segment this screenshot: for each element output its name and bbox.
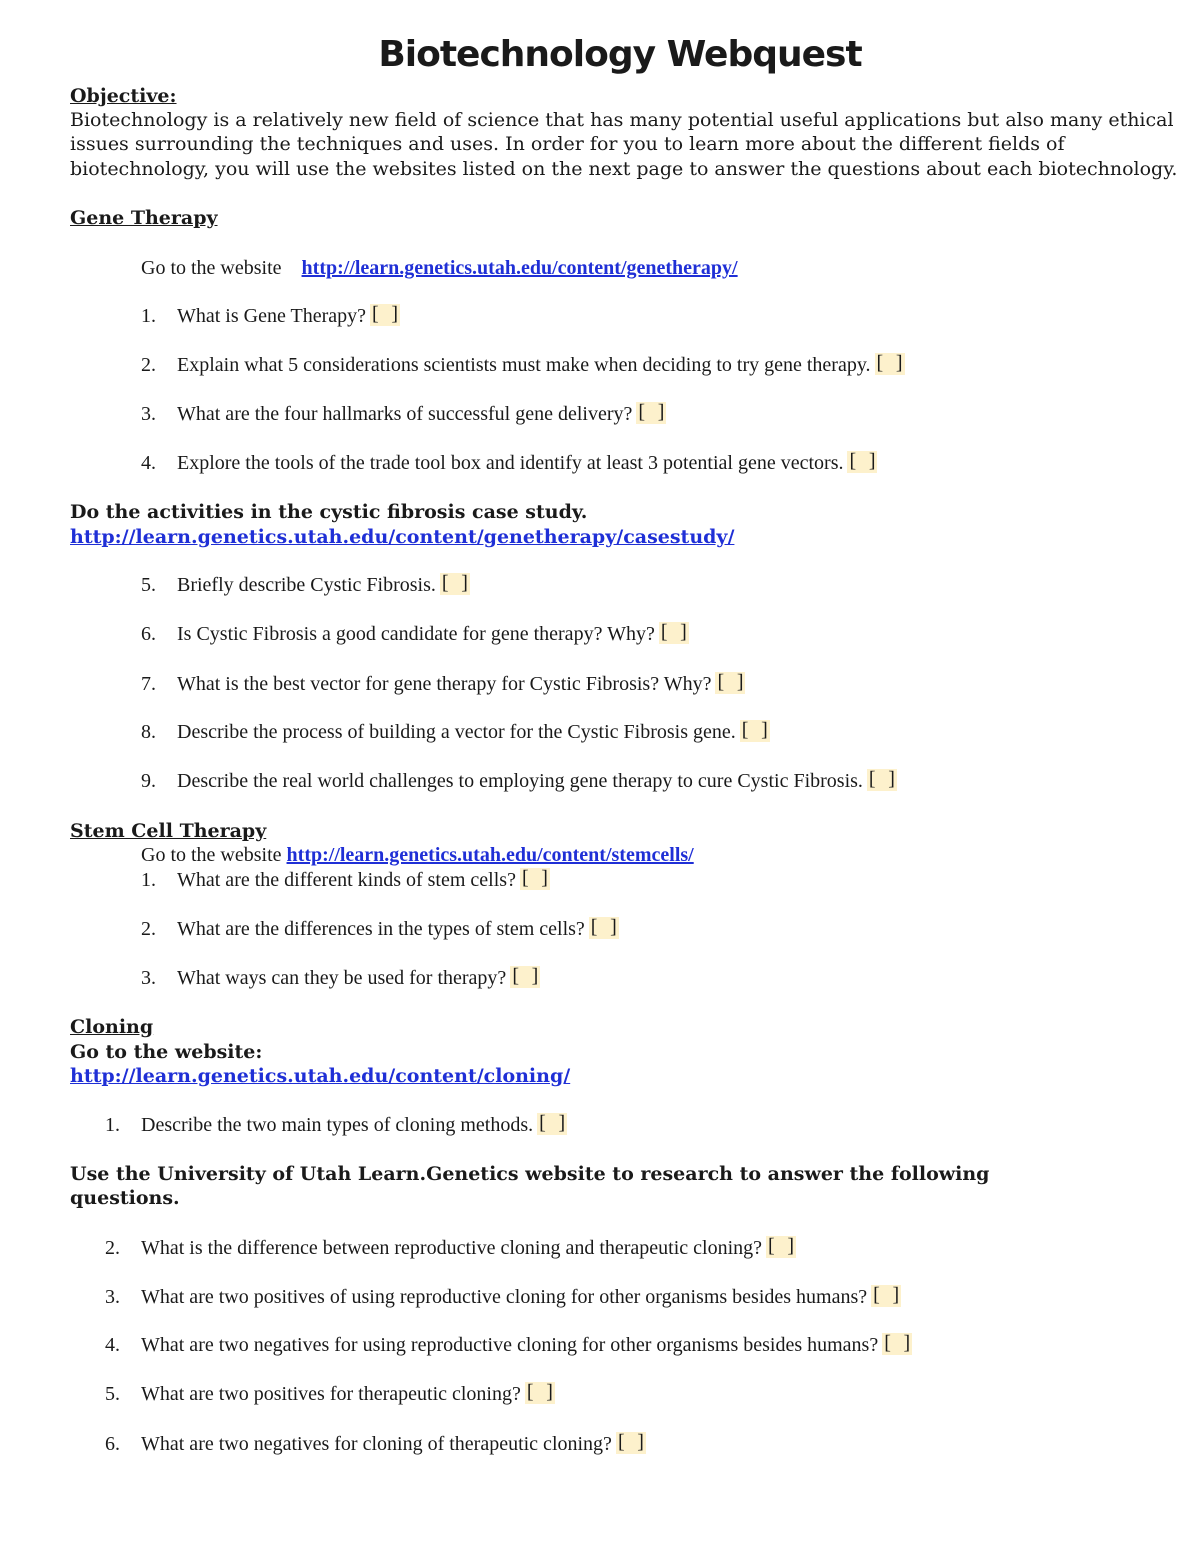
cystic-fibrosis-heading: Do the activities in the cystic fibrosis case study. [70,501,588,523]
question-item [141,672,745,696]
question-number: 5. [105,1383,120,1405]
answer-field[interactable] [882,1333,912,1355]
question-item [141,917,619,941]
question-text: Describe the real world challenges to employing gene therapy to cure Cystic Fibrosis. [177,770,863,792]
answer-field[interactable] [766,1236,796,1258]
question-item [141,573,470,597]
research-instructions-line-2: questions. [70,1187,180,1209]
question-text: What are the differences in the types of stem cells? [177,918,585,940]
cloning-goto: Go to the website: [70,1041,263,1063]
question-number: 2. [105,1237,120,1259]
question-item [105,1382,555,1406]
question-item [105,1236,796,1260]
question-number: 3. [141,967,156,989]
question-item [105,1285,901,1309]
answer-field[interactable] [520,868,550,890]
question-text: What are two negatives for cloning of therapeutic cloning? [141,1433,612,1455]
question-item [105,1113,567,1137]
answer-field[interactable] [510,966,540,988]
stem-cell-goto [141,843,694,867]
cystic-fibrosis-link[interactable]: http://learn.genetics.utah.edu/content/genetherapy/casestudy/ [70,526,735,548]
question-item [141,966,540,990]
question-number: 1. [141,305,156,327]
question-number: 2. [141,918,156,940]
answer-field[interactable] [871,1285,901,1307]
question-number: 4. [105,1334,120,1356]
question-item [141,451,877,475]
answer-field[interactable] [740,720,770,742]
answer-field[interactable] [440,573,470,595]
question-text: Explore the tools of the trade tool box and identify at least 3 potential gene vectors. [177,452,844,474]
cloning-heading: Cloning [70,1016,154,1038]
answer-field[interactable] [847,451,877,473]
question-text: Explain what 5 considerations scientists must make when deciding to try gene therapy. [177,354,871,376]
question-number: 5. [141,574,156,596]
question-number: 6. [105,1433,120,1455]
answer-field[interactable] [715,672,745,694]
question-item [141,304,400,328]
question-text: What are two positives of using reproductive cloning for other organisms besides humans? [141,1286,868,1308]
answer-field[interactable] [589,917,619,939]
question-number: 1. [141,869,156,891]
question-text: Briefly describe Cystic Fibrosis. [177,574,436,596]
question-text: What is the best vector for gene therapy for Cystic Fibrosis? Why? [177,673,712,695]
answer-field[interactable] [616,1432,646,1454]
question-number: 3. [141,403,156,425]
question-number: 6. [141,623,156,645]
question-text: What is the difference between reproductive cloning and therapeutic cloning? [141,1237,763,1259]
objective-text-line-3: biotechnology, you will use the websites listed on the next page to answer the questions about each biotechnology. [70,158,1178,180]
question-number: 1. [105,1114,120,1136]
question-number: 8. [141,721,156,743]
goto-label: Go to the website [141,844,282,866]
gene-therapy-heading: Gene Therapy [70,207,218,229]
question-text: What are two negatives for using reproductive cloning for other organisms besides humans? [141,1334,879,1356]
answer-field[interactable] [370,304,400,326]
answer-field[interactable] [659,622,689,644]
question-number: 3. [105,1286,120,1308]
question-item [105,1333,912,1357]
question-text: Describe the two main types of cloning methods. [141,1114,534,1136]
question-text: Is Cystic Fibrosis a good candidate for gene therapy? Why? [177,623,655,645]
objective-text-line-1: Biotechnology is a relatively new field of science that has many potential useful applications but also many ethical [70,109,1174,131]
question-item [141,402,666,426]
objective-text-line-2: issues surrounding the techniques and uses. In order for you to learn more about the different fields of [70,133,1065,155]
answer-field[interactable] [636,402,666,424]
question-item [105,1432,646,1456]
question-item [141,868,550,892]
question-text: What are the different kinds of stem cells? [177,869,516,891]
answer-field[interactable] [867,769,897,791]
gene-therapy-link[interactable]: http://learn.genetics.utah.edu/content/genetherapy/ [301,257,738,279]
answer-field[interactable] [537,1113,567,1135]
question-text: What is Gene Therapy? [177,305,366,327]
question-text: What are two positives for therapeutic cloning? [141,1383,521,1405]
answer-field[interactable] [525,1382,555,1404]
question-item [141,622,689,646]
answer-field[interactable] [875,353,905,375]
question-number: 2. [141,354,156,376]
cloning-link[interactable]: http://learn.genetics.utah.edu/content/cloning/ [70,1065,571,1087]
question-item [141,353,905,377]
question-text: What are the four hallmarks of successful gene delivery? [177,403,633,425]
question-number: 7. [141,673,156,695]
question-number: 4. [141,452,156,474]
page-title: Biotechnology Webquest [378,34,862,75]
gene-therapy-goto [141,256,738,280]
question-number: 9. [141,770,156,792]
question-item [141,769,897,793]
research-instructions-line-1: Use the University of Utah Learn.Genetics website to research to answer the following [70,1163,990,1185]
question-text: What ways can they be used for therapy? [177,967,507,989]
goto-label: Go to the website [141,257,282,279]
objective-label: Objective: [70,85,177,107]
question-text: Describe the process of building a vector for the Cystic Fibrosis gene. [177,721,736,743]
stem-cell-link[interactable]: http://learn.genetics.utah.edu/content/stemcells/ [286,844,694,866]
stem-cell-heading: Stem Cell Therapy [70,820,267,842]
question-item [141,720,770,744]
